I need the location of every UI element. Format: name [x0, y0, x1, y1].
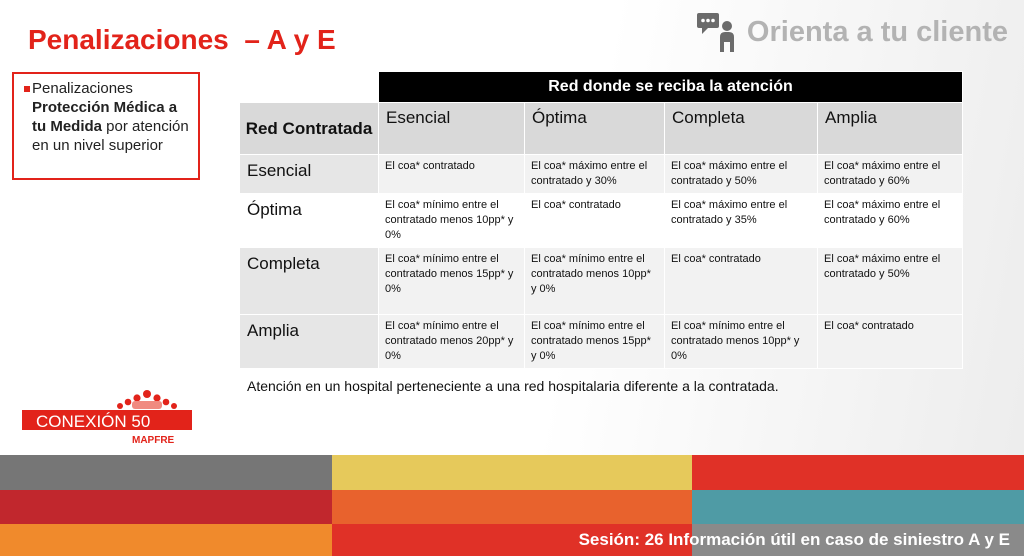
table-blank-corner [240, 72, 379, 103]
table-row [240, 155, 963, 194]
table-cell: El coa* mínimo entre el contratado menos 10pp* y 0% [665, 315, 818, 369]
group-header: Red donde se reciba la atención [379, 72, 963, 103]
table-cell: El coa* contratado [525, 194, 665, 248]
band-darkred [0, 490, 332, 524]
table-cell: El coa* mínimo entre el contratado menos 10pp* y 0% [525, 248, 665, 315]
row-header: Amplia [240, 315, 379, 369]
side-note-bold: Protección Médica a tu Medida [32, 99, 178, 135]
band-teal [692, 490, 1024, 524]
band-red [692, 455, 1024, 490]
row-header: Óptima [240, 194, 379, 248]
column-header: Óptima [525, 103, 665, 155]
row-group-header: Red Contratada [240, 103, 379, 155]
table-cell: El coa* mínimo entre el contratado menos 15pp* y 0% [525, 315, 665, 369]
table-row [240, 194, 963, 248]
row-header: Completa [240, 248, 379, 315]
conexion-50-logo [22, 386, 192, 448]
table-cell: El coa* contratado [818, 315, 963, 369]
table-cell: El coa* mínimo entre el contratado menos 10pp* y 0% [379, 194, 525, 248]
footer-session-text: Sesión: 26 Información útil en caso de siniestro A y E [578, 530, 1010, 549]
penalty-table [239, 71, 963, 369]
side-note-line1: Penalizaciones [32, 80, 133, 97]
band-orange [332, 490, 692, 524]
page-title: Penalizaciones – A y E [28, 24, 336, 55]
band-yellow [332, 455, 692, 490]
table-cell: El coa* máximo entre el contratado y 35% [665, 194, 818, 248]
logo-subtext: MAPFRE [132, 435, 175, 446]
table-cell: El coa* mínimo entre el contratado menos 15pp* y 0% [379, 248, 525, 315]
table-row [240, 248, 963, 315]
header-section [695, 10, 1008, 54]
bullet-icon [24, 86, 30, 92]
table-cell: El coa* mínimo entre el contratado menos 20pp* y 0% [379, 315, 525, 369]
side-note-text [32, 79, 192, 155]
table-cell: El coa* máximo entre el contratado y 60% [818, 155, 963, 194]
column-header: Esencial [379, 103, 525, 155]
footnote-text: Atención en un hospital perteneciente a una red hospitalaria diferente a la contratada. [247, 378, 779, 394]
table-cell: El coa* máximo entre el contratado y 50% [665, 155, 818, 194]
table-cell: El coa* máximo entre el contratado y 30% [525, 155, 665, 194]
column-header: Amplia [818, 103, 963, 155]
table-row [240, 315, 963, 369]
header-tagline: Orienta a tu cliente [746, 15, 1008, 48]
band-gray [0, 455, 332, 490]
logo-text: CONEXIÓN 50 [36, 412, 151, 431]
side-note-box [12, 72, 200, 180]
table-column-header-row [240, 103, 963, 155]
table-cell: El coa* máximo entre el contratado y 60% [818, 194, 963, 248]
table-cell: El coa* contratado [379, 155, 525, 194]
row-header: Esencial [240, 155, 379, 194]
table-cell: El coa* contratado [665, 248, 818, 315]
table-group-header-row [240, 72, 963, 103]
column-header: Completa [665, 103, 818, 155]
speech-bubble-person-icon [695, 10, 739, 54]
side-note-rest: por atención en un nivel superior [32, 118, 189, 154]
table-cell: El coa* máximo entre el contratado y 50% [818, 248, 963, 315]
band-lightorange [0, 524, 332, 556]
